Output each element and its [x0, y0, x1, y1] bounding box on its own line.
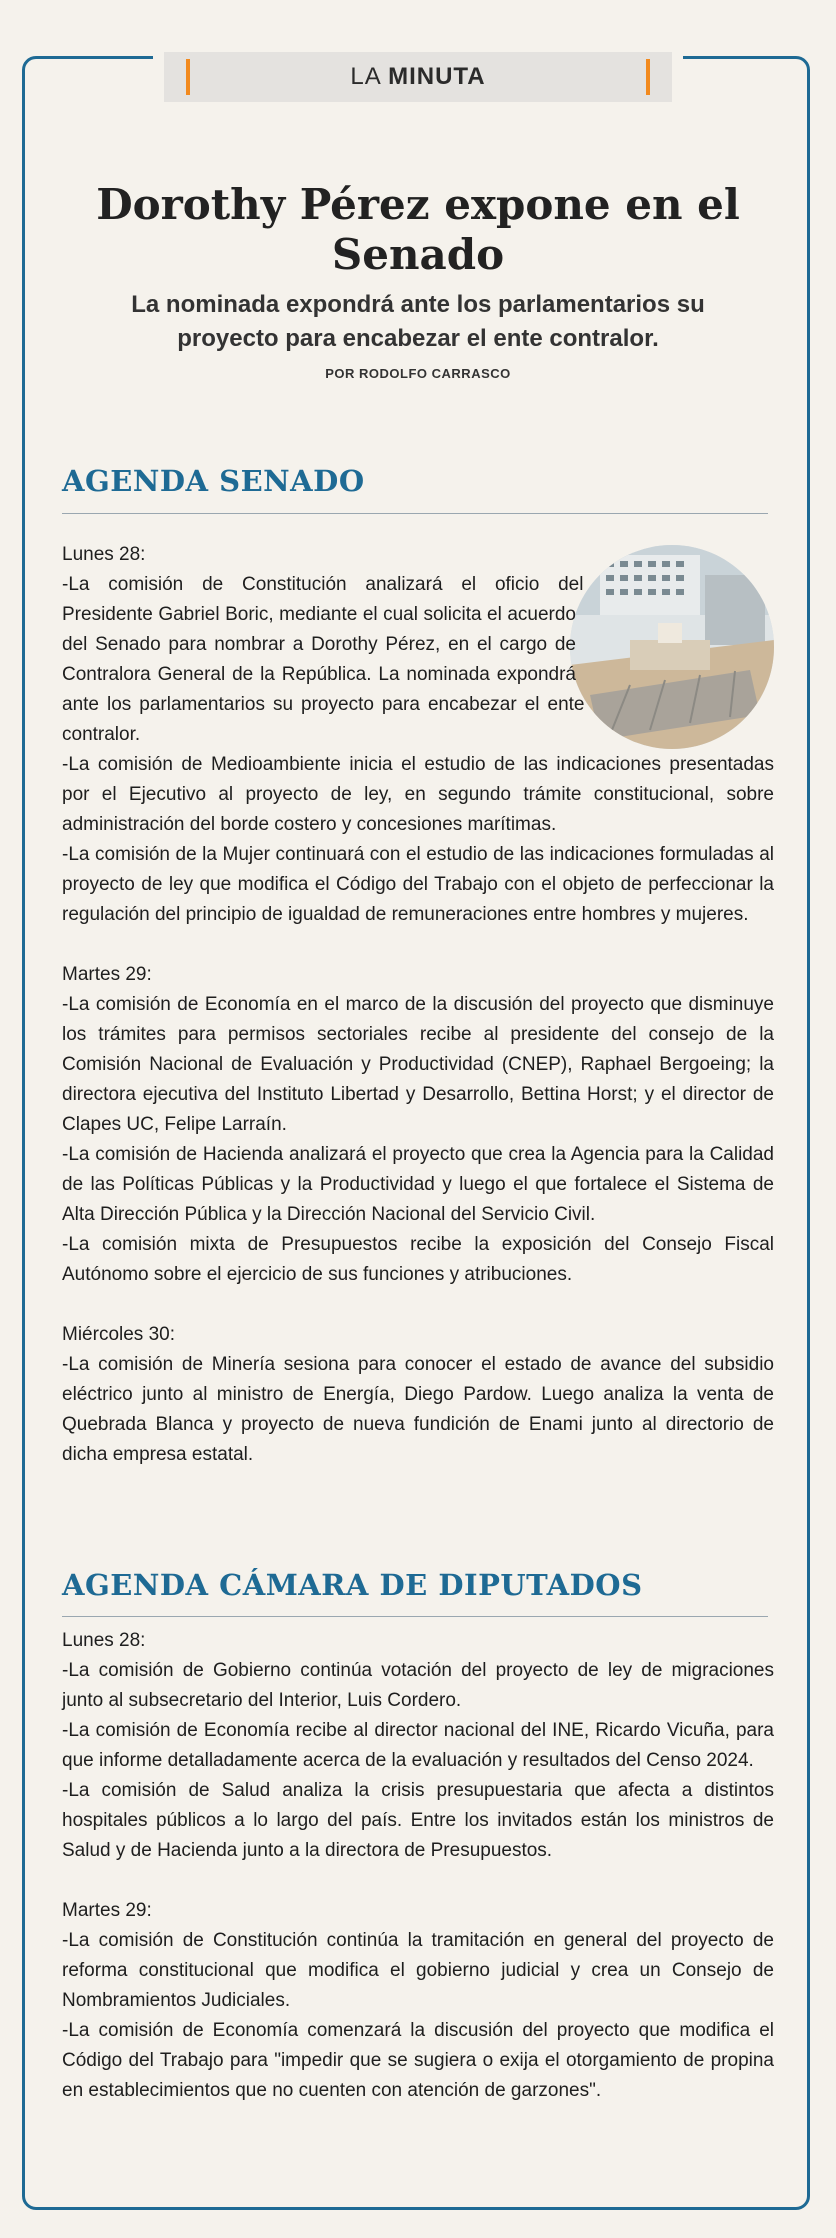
header-wrap	[153, 42, 683, 112]
senado-lunes-item: -La comisión de Medioambiente inicia el estudio de las indicaciones presentadas por el Ejecutivo al proyecto de ley, en segundo trámite constitucional, sobre administración del borde costero y concesiones marítimas.	[62, 754, 774, 835]
section-rule	[62, 513, 768, 514]
camara-martes-item: -La comisión de Economía comenzará la discusión del proyecto que modifica el Código del Trabajo para "impedir que se sugiera o exija el otorgamiento de propina en establecimientos que no cuenten con atención de garzones".	[62, 2020, 774, 2101]
section-tab	[164, 52, 672, 102]
senado-martes-item: -La comisión de Economía en el marco de la discusión del proyecto que disminuye los trámites para permisos sectoriales recibe al presidente del consejo de la Comisión Nacional de Evaluación y Productividad (CNEP), Raphael Bergoeing; la directora ejecutiva del Instituto Libertad y Desarrollo, Bettina Horst; y el director de Clapes UC, Felipe Larraín.	[62, 994, 774, 1135]
section-heading-senado: AGENDA SENADO	[62, 464, 365, 498]
senado-martes-item: -La comisión de Hacienda analizará el proyecto que crea la Agencia para la Calidad de las Políticas Públicas y la Productividad y luego el que fortalece el Sistema de Alta Dirección Pública y la Dirección Nacional del Servicio Civil.	[62, 1144, 774, 1225]
senado-martes-day: Martes 29:	[62, 964, 152, 985]
camara-martes-item: -La comisión de Constitución continúa la tramitación en general del proyecto de reforma constitucional que modifica el gobierno judicial y crea un Consejo de Nombramientos Judiciales.	[62, 1930, 774, 2011]
article-title: Dorothy Pérez expone en el Senado	[96, 180, 740, 279]
senado-miercoles-item: -La comisión de Minería sesiona para conocer el estado de avance del subsidio eléctrico junto al ministro de Energía, Diego Pardow. Luego analiza la venta de Quebrada Blanca y proyecto de nueva fundición de Enami junto al directorio de dicha empresa estatal.	[62, 1354, 774, 1465]
senado-agenda-body	[62, 540, 774, 1470]
section-heading-camara: AGENDA CÁMARA DE DIPUTADOS	[62, 1568, 643, 1602]
camara-agenda-body	[62, 1626, 774, 2106]
camara-lunes-item: -La comisión de Gobierno continúa votación del proyecto de ley de migraciones junto al subsecretario del Interior, Luis Cordero.	[62, 1660, 774, 1711]
camara-martes-day: Martes 29:	[62, 1900, 152, 1921]
photo-wrap-space	[576, 532, 796, 748]
camara-lunes-item: -La comisión de Salud analiza la crisis presupuestaria que afecta a distintos hospitales públicos a lo largo del país. Entre los invitados están los ministros de Salud y de Hacienda junto a la directora de Presupuestos.	[62, 1780, 774, 1861]
spacer	[62, 1290, 774, 1320]
camara-lunes-day: Lunes 28:	[62, 1630, 146, 1651]
article-byline: POR RODOLFO CARRASCO	[325, 366, 511, 381]
senado-lunes-item: -La comisión de Constitución analizará el oficio del Presidente Gabriel Boric, mediante el cual solicita el acuerdo del Senado para nombrar a Dorothy Pérez, en el cargo de Contralora General de la República. La nominada expondrá ante los parlamentarios su proyecto para encabezar el ente contralor.	[62, 574, 585, 745]
senado-martes-item: -La comisión mixta de Presupuestos recibe la exposición del Consejo Fiscal Autónomo sobre el ejercicio de sus funciones y atribuciones.	[62, 1234, 774, 1285]
tab-bar-left	[186, 59, 190, 95]
senado-lunes-item: -La comisión de la Mujer continuará con el estudio de las indicaciones formuladas al proyecto de ley que modifica el Código del Trabajo con el objeto de perfeccionar la regulación del principio de igualdad de remuneraciones entre hombres y mujeres.	[62, 844, 774, 925]
camara-lunes-item: -La comisión de Economía recibe al director nacional del INE, Ricardo Vicuña, para que informe detalladamente acerca de la evaluación y resultados del Censo 2024.	[62, 1720, 774, 1771]
tab-bar-right	[646, 59, 650, 95]
section-label: LA MINUTA	[350, 63, 486, 90]
senado-lunes-day: Lunes 28:	[62, 544, 146, 565]
spacer	[62, 930, 774, 960]
article-subtitle: La nominada expondrá ante los parlamentarios su proyecto para encabezar el ente contralor.	[131, 291, 705, 352]
senado-miercoles-day: Miércoles 30:	[62, 1324, 175, 1345]
spacer	[62, 1866, 774, 1896]
section-rule	[62, 1616, 768, 1617]
